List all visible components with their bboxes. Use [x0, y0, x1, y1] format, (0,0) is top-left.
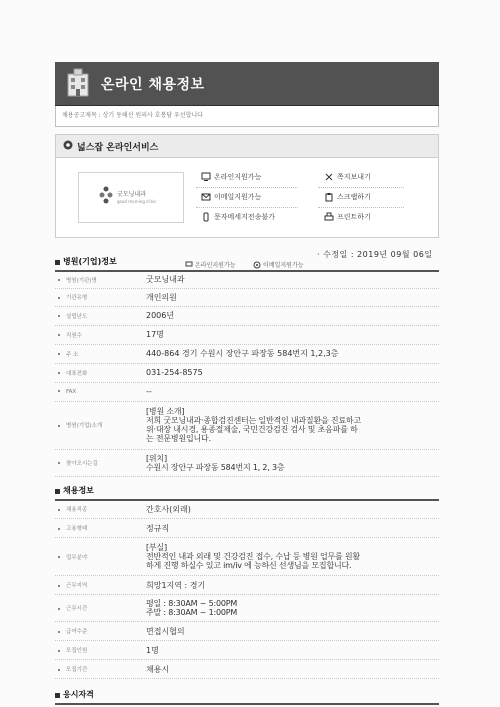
- phone-icon: [201, 212, 211, 222]
- sms-status-label: 문자메세지전송불가: [214, 213, 275, 221]
- row-value: [부실] 전반적인 내과 외래 및 건강검진 접수, 수납 등 병원 업무를 원활 하게 진행 하실수 있고 im/iv 에 능하신 선생님을 모집합니다.: [142, 538, 439, 576]
- logo-subtitle: good morning clinic: [117, 199, 157, 204]
- monitor-icon: [185, 261, 193, 269]
- row-label: 모집인원: [55, 641, 142, 660]
- row-value: 정규직: [142, 519, 439, 538]
- row-value: 면접시협의: [142, 622, 439, 641]
- section-bullet: [55, 693, 60, 698]
- table-row: [55, 500, 439, 519]
- envelope-icon: [201, 192, 211, 202]
- scrap-label: 스크랩하기: [337, 193, 371, 201]
- divider: [318, 187, 404, 188]
- qualification-section-title: 응시자격: [63, 690, 94, 699]
- header-banner: [55, 62, 439, 106]
- row-label: 업무분야: [55, 538, 142, 576]
- online-apply-label: 온라인지원가능: [214, 173, 262, 181]
- at-icon: [253, 261, 261, 269]
- legend-online: [185, 260, 236, 269]
- hospital-info-table: [55, 270, 439, 477]
- row-value: 17명: [142, 325, 439, 344]
- row-label: 근무시간: [55, 595, 142, 622]
- service-header: [55, 134, 439, 158]
- row-label: 고용형태: [55, 519, 142, 538]
- row-label: 병원(기업)소개: [55, 401, 142, 449]
- job-info-table: [55, 499, 439, 680]
- row-label: 대표전화: [55, 363, 142, 382]
- divider: [196, 187, 298, 188]
- modified-date: · 수정일 : 2019년 09월 06일: [317, 250, 433, 259]
- print-label: 프린트하기: [337, 213, 371, 221]
- row-label: 급여수준: [55, 622, 142, 641]
- row-label: 기관유형: [55, 288, 142, 306]
- qualification-divider: [55, 703, 439, 705]
- hospital-header-row: [55, 250, 439, 270]
- table-row: [55, 306, 439, 325]
- sms-status: [201, 212, 275, 222]
- row-value: [병원 소개] 저희 굿모닝내과·종합검진센터는 일반적인 내과질환을 진료하고 위·대장 내시경, 용종절제술, 국민건강검진 검사 및 초음파를 하 는 전문병원입니다.: [142, 401, 439, 449]
- row-label: 찾아오시는길: [55, 449, 142, 476]
- clipboard-icon: [324, 192, 334, 202]
- table-row: [55, 344, 439, 363]
- row-label: 설립년도: [55, 306, 142, 325]
- send-note-label: 쪽지보내기: [337, 173, 371, 181]
- print-link[interactable]: [324, 212, 371, 222]
- table-row: [55, 401, 439, 449]
- table-row: [55, 288, 439, 306]
- table-row: [55, 538, 439, 576]
- row-value: 440-864 경기 수원시 장안구 파장동 584번지 1,2,3층: [142, 344, 439, 363]
- row-value: 2006년: [142, 306, 439, 325]
- scrap-link[interactable]: [324, 192, 371, 202]
- table-row: [55, 660, 439, 679]
- bullet-icon: [63, 140, 73, 150]
- hospital-section-header: [55, 256, 175, 270]
- job-section-header: [55, 485, 439, 499]
- service-title: 넓스잡 온라인서비스: [77, 143, 159, 153]
- table-row: [55, 641, 439, 660]
- row-value: [위치] 수원시 장안구 파장동 584번지 1, 2, 3층: [142, 449, 439, 476]
- qualification-section-header: [55, 689, 439, 703]
- legend-email: [253, 260, 304, 269]
- row-value: 개인의원: [142, 288, 439, 306]
- legend-email-label: 이메일지원가능: [263, 262, 304, 269]
- divider: [196, 207, 298, 208]
- table-row: [55, 325, 439, 344]
- table-row: [55, 363, 439, 382]
- row-label: 주 소: [55, 344, 142, 363]
- row-value: 평일 : 8:30AM ~ 5:00PM 주말 : 8:30AM ~ 1:00PM: [142, 595, 439, 622]
- table-row: [55, 595, 439, 622]
- legend-online-label: 온라인지원가능: [195, 262, 236, 269]
- table-row: [55, 382, 439, 401]
- row-value: 굿모닝내과: [142, 271, 439, 288]
- row-label: 채용직종: [55, 500, 142, 519]
- note-icon: [324, 172, 334, 182]
- table-row: [55, 576, 439, 595]
- row-value: 채용시: [142, 660, 439, 679]
- online-apply-link[interactable]: [201, 172, 261, 182]
- job-section-title: 채용정보: [63, 485, 94, 495]
- logo-name: 굿모닝내과: [117, 191, 146, 198]
- service-panel: [55, 158, 439, 238]
- job-posting-page: [55, 62, 439, 705]
- row-value: --: [142, 382, 439, 401]
- posting-description: 채용공고제목 : 상기 동해선 원의사 호봉담 우선합니다: [55, 106, 439, 127]
- row-label: 병원(기관)명: [55, 271, 142, 288]
- row-label: 근무지역: [55, 576, 142, 595]
- row-label: FAX: [55, 382, 142, 401]
- section-bullet: [55, 260, 60, 265]
- logo-mark-icon: [99, 186, 113, 208]
- hospital-section-title: 병원(기업)정보: [63, 257, 117, 266]
- page-title: 온라인 채용정보: [101, 77, 205, 93]
- divider: [318, 207, 404, 208]
- building-icon: [65, 67, 91, 97]
- email-apply-link[interactable]: [201, 192, 261, 202]
- table-row: [55, 271, 439, 288]
- row-value: 1명: [142, 641, 439, 660]
- row-label: 직원수: [55, 325, 142, 344]
- email-apply-label: 이메일지원가능: [214, 193, 262, 201]
- printer-icon: [324, 212, 334, 222]
- table-row: [55, 519, 439, 538]
- row-value: 간호사(외래): [142, 500, 439, 519]
- section-bullet: [55, 489, 60, 494]
- send-note-link[interactable]: [324, 172, 371, 182]
- row-value: 031-254-8575: [142, 363, 439, 382]
- table-row: [55, 622, 439, 641]
- row-value: 희망1지역 : 경기: [142, 576, 439, 595]
- clinic-logo: [78, 172, 184, 223]
- monitor-icon: [201, 172, 211, 182]
- table-row: [55, 449, 439, 476]
- row-label: 모집기간: [55, 660, 142, 679]
